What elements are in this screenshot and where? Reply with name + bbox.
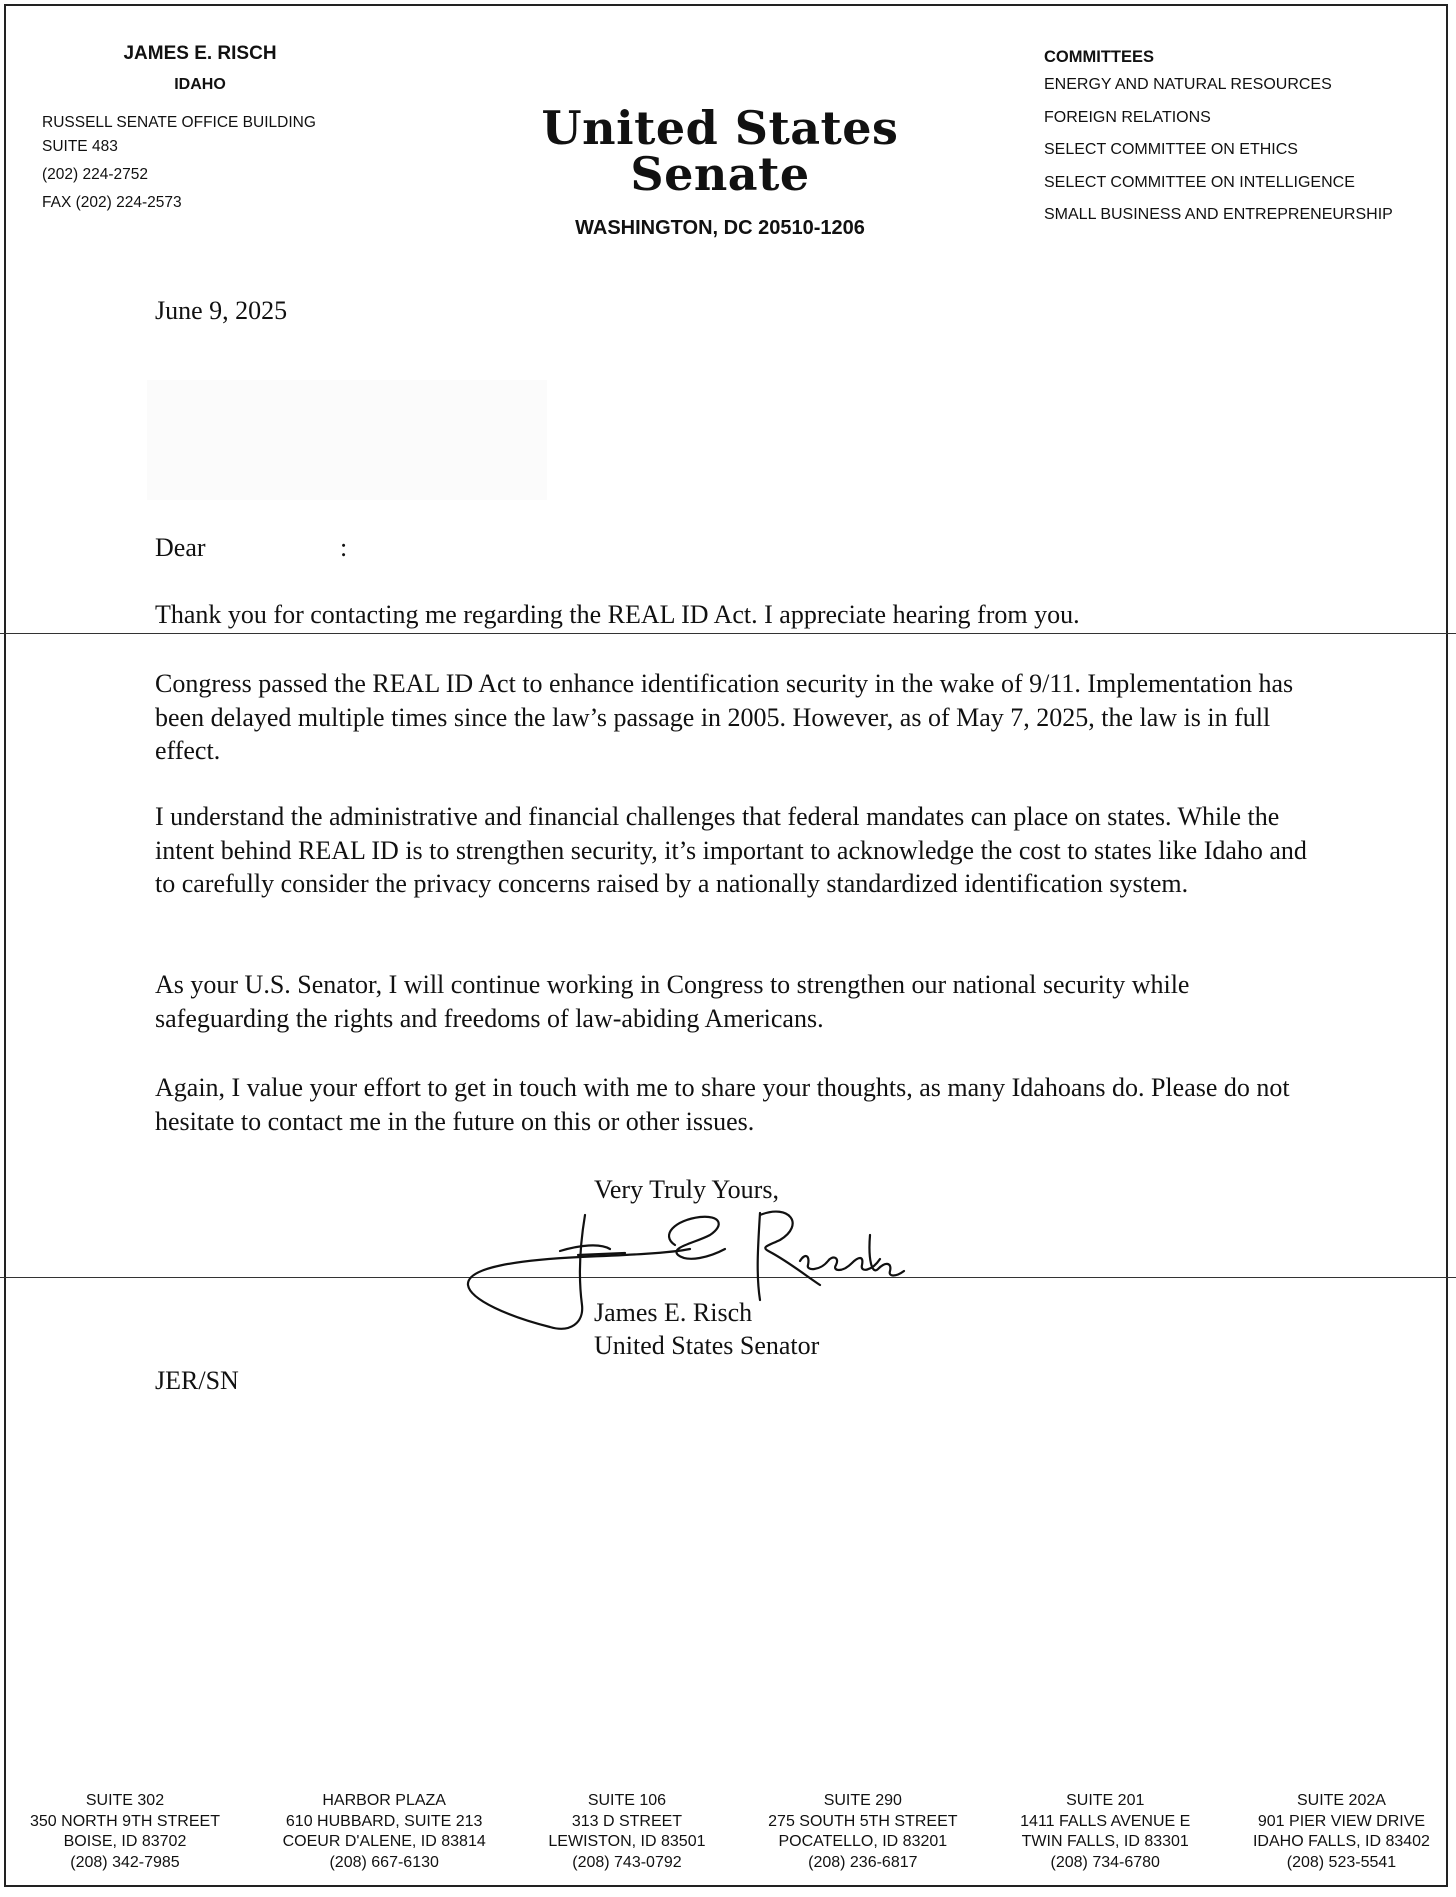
closing: Very Truly Yours, bbox=[594, 1175, 779, 1204]
office-pocatello bbox=[768, 1791, 957, 1873]
office-idaho-falls bbox=[1253, 1791, 1430, 1873]
reference-initials: JER/SN bbox=[155, 1366, 239, 1395]
page-border bbox=[4, 4, 1448, 1887]
redacted-address bbox=[147, 380, 547, 500]
office-line: POCATELLO, ID 83201 bbox=[778, 1833, 948, 1850]
sender-address-line: RUSSELL SENATE OFFICE BUILDING bbox=[42, 114, 316, 132]
office-line: 901 PIER VIEW DRIVE bbox=[1257, 1812, 1426, 1830]
signer-name: James E. Risch bbox=[594, 1298, 753, 1327]
office-line: IDAHO FALLS, ID 83402 bbox=[1252, 1833, 1430, 1850]
sender-address-line: SUITE 483 bbox=[42, 137, 118, 155]
letter-paragraph: As your U.S. Senator, I will continue working in Congress to strengthen our national security while safeguarding the rights and freedoms of law-abiding Americans. bbox=[155, 970, 1190, 1033]
letter-paragraph: Again, I value your effort to get in touch with me to share your thoughts, as many Idahoans do. Please do not hesitate to contact me in the future on this or other issues. bbox=[155, 1073, 1290, 1136]
masthead-title: United States Senate bbox=[541, 101, 899, 201]
office-line: LEWISTON, ID 83501 bbox=[548, 1833, 706, 1850]
office-line: 610 HUBBARD, SUITE 213 bbox=[285, 1812, 483, 1830]
sender-fax: FAX (202) 224-2573 bbox=[42, 193, 182, 211]
office-line: TWIN FALLS, ID 83301 bbox=[1021, 1833, 1189, 1850]
office-phone: (208) 523-5541 bbox=[1286, 1853, 1397, 1871]
office-phone: (208) 667-6130 bbox=[329, 1853, 439, 1871]
office-phone: (208) 236-6817 bbox=[808, 1853, 918, 1871]
committees-block bbox=[1044, 48, 1444, 239]
office-boise bbox=[30, 1791, 220, 1873]
office-line: 313 D STREET bbox=[571, 1812, 683, 1830]
committee-item: FOREIGN RELATIONS bbox=[1044, 108, 1211, 126]
office-line: BOISE, ID 83702 bbox=[63, 1833, 187, 1850]
office-line: COEUR D'ALENE, ID 83814 bbox=[282, 1833, 486, 1850]
office-line: SUITE 202A bbox=[1296, 1792, 1386, 1809]
masthead bbox=[460, 101, 980, 240]
office-phone: (208) 743-0792 bbox=[572, 1853, 682, 1871]
signature-block bbox=[594, 1296, 819, 1362]
salutation bbox=[155, 531, 348, 565]
office-phone: (208) 734-6780 bbox=[1050, 1853, 1160, 1871]
office-line: HARBOR PLAZA bbox=[322, 1792, 446, 1809]
committee-item: SELECT COMMITTEE ON INTELLIGENCE bbox=[1044, 173, 1355, 191]
committee-item: SMALL BUSINESS AND ENTREPRENEURSHIP bbox=[1044, 206, 1393, 223]
letter-date: June 9, 2025 bbox=[155, 296, 288, 325]
masthead-city: WASHINGTON, DC 20510-1206 bbox=[575, 217, 865, 239]
committee-item: ENERGY AND NATURAL RESOURCES bbox=[1044, 76, 1332, 93]
office-line: SUITE 302 bbox=[85, 1792, 165, 1809]
office-line: SUITE 106 bbox=[587, 1792, 667, 1809]
office-locations bbox=[30, 1791, 1430, 1873]
committees-heading: COMMITTEES bbox=[1044, 48, 1154, 66]
office-lewiston bbox=[548, 1791, 705, 1873]
office-line: 350 NORTH 9TH STREET bbox=[30, 1812, 220, 1830]
office-line: SUITE 290 bbox=[823, 1792, 902, 1809]
office-line: 275 SOUTH 5TH STREET bbox=[768, 1812, 958, 1830]
salutation-colon: : bbox=[340, 533, 348, 562]
office-coeur-dalene bbox=[283, 1791, 486, 1873]
letter-paragraph: I understand the administrative and financial challenges that federal mandates can place on states. While the intent behind REAL ID is to strengthen security, it’s important to acknowledge the cost to states like Idaho and to carefully consider the privacy concerns raised by a nationally standardized identification system. bbox=[155, 802, 1307, 898]
letter-paragraph: Thank you for contacting me regarding the REAL ID Act. I appreciate hearing from you. bbox=[155, 600, 1080, 629]
committee-item: SELECT COMMITTEE ON ETHICS bbox=[1044, 141, 1298, 158]
signer-title: United States Senator bbox=[594, 1331, 820, 1360]
scan-artifact-line bbox=[0, 633, 1456, 634]
salutation-text: Dear bbox=[155, 533, 206, 562]
sender-state: IDAHO bbox=[174, 75, 226, 93]
office-twin-falls bbox=[1020, 1791, 1190, 1873]
office-line: 1411 FALLS AVENUE E bbox=[1020, 1812, 1191, 1830]
office-line: SUITE 201 bbox=[1066, 1792, 1145, 1809]
sender-phone: (202) 224-2752 bbox=[42, 165, 148, 183]
letter-paragraph: Congress passed the REAL ID Act to enhance identification security in the wake of 9/11. Implementation has been delayed multiple times since the law’s passage in 2005. However, as of May 7, 2025, the law is in full effect. bbox=[155, 669, 1294, 765]
sender-name: JAMES E. RISCH bbox=[123, 43, 277, 64]
office-phone: (208) 342-7985 bbox=[70, 1853, 180, 1871]
sender-block bbox=[42, 42, 362, 216]
